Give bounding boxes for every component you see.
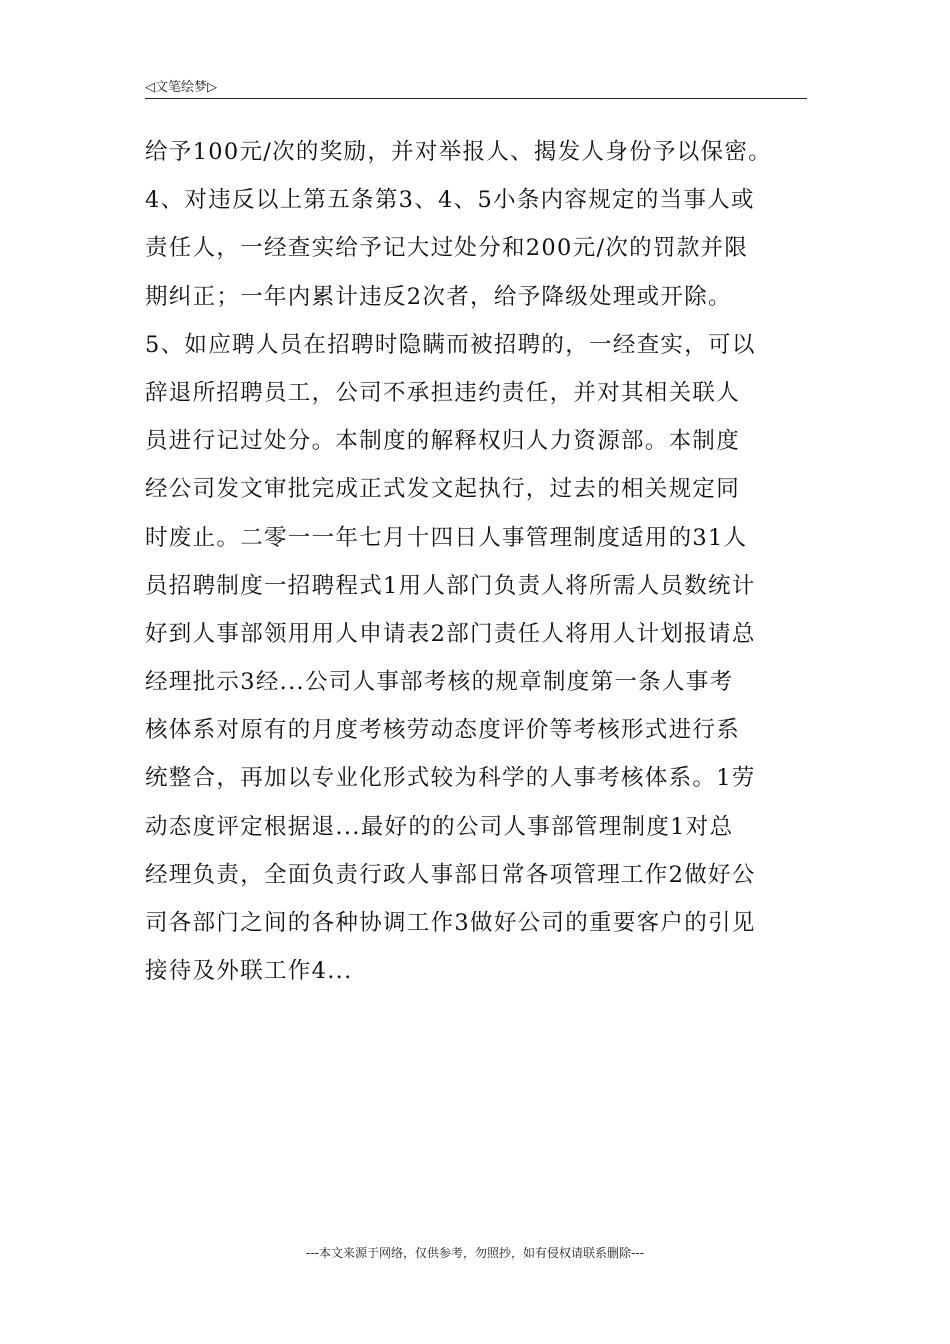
- body-line: 4、对违反以上第五条第3、4、5小条内容规定的当事人或: [145, 187, 755, 214]
- body-line: 辞退所招聘员工，公司不承担违约责任，并对其相关联人: [145, 379, 741, 406]
- document-body: [145, 128, 807, 995]
- body-line: 期纠正；一年内累计违反2次者，给予降级处理或开除。: [145, 283, 732, 310]
- body-line: 员进行记过处分。本制度的解释权归人力资源部。本制度: [145, 428, 741, 455]
- body-line: 责任人，一经查实给予记大过处分和200元/次的罚款并限: [145, 235, 749, 262]
- page-footer: [0, 1244, 950, 1261]
- body-line: 司各部门之间的各种协调工作3做好公司的重要客户的引见: [145, 910, 756, 936]
- body-line: 统整合，再加以专业化形式较为科学的人事考核体系。1劳: [145, 765, 756, 792]
- body-line: 5、如应聘人员在招聘时隐瞒而被招聘的，一经查实，可以: [145, 331, 756, 358]
- footer-disclaimer: ---本文来源于网络，仅供参考，勿照抄，如有侵权请联系删除---: [306, 1246, 644, 1260]
- page-header: [145, 74, 807, 99]
- body-line: 时废止。二零一一年七月十四日人事管理制度适用的31人: [145, 524, 748, 551]
- body-line: 接待及外联工作4...: [145, 958, 353, 985]
- header-title: ◁文笔绘梦▷: [145, 80, 217, 95]
- body-line: 经理负责，全面负责行政人事部日常各项管理工作2做好公: [145, 861, 756, 888]
- body-line: 经理批示3经...公司人事部考核的规章制度第一条人事考: [145, 669, 734, 696]
- body-line: 好到人事部领用用人申请表2部门责任人将用人计划报请总: [145, 620, 756, 647]
- body-line: 员招聘制度一招聘程式1用人部门负责人将所需人员数统计: [145, 572, 756, 599]
- body-line: 核体系对原有的月度考核劳动态度评价等考核形式进行系: [145, 717, 741, 744]
- body-line: 经公司发文审批完成正式发文起执行，过去的相关规定同: [145, 476, 741, 503]
- body-line: 动态度评定根据退...最好的的公司人事部管理制度1对总: [145, 813, 734, 840]
- body-line: 给予100元/次的奖励，并对举报人、揭发人身份予以保密。: [145, 139, 772, 165]
